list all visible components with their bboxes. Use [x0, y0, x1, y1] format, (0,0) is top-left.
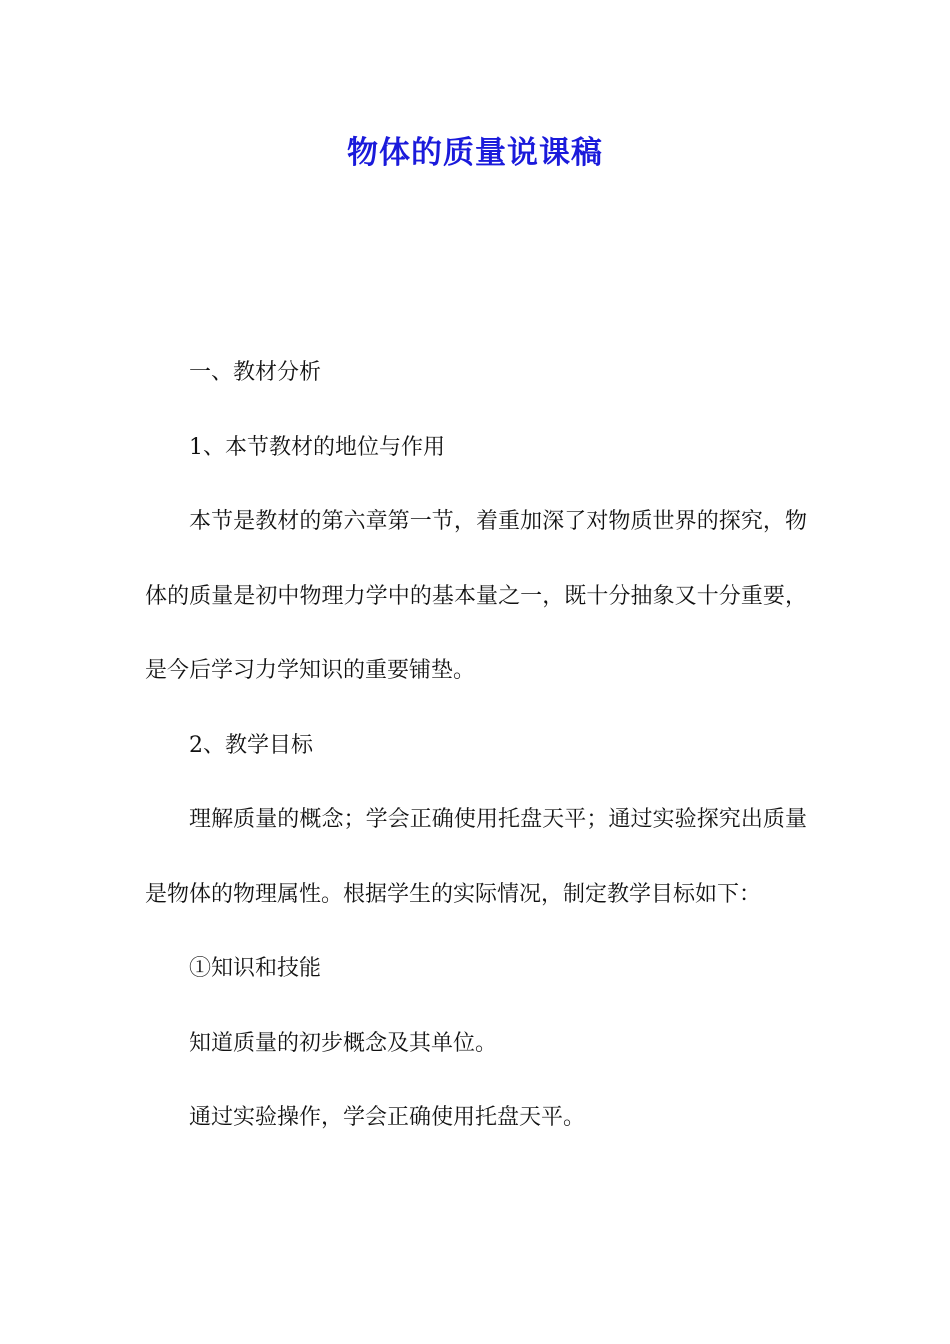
subsection-heading-position-and-role: 1、本节教材的地位与作用	[189, 434, 445, 460]
document-body	[145, 336, 807, 1156]
paragraph-position-and-role: 本节是教材的第六章第一节，着重加深了对物质世界的探究，物体的质量是初中物理力学中的基本量之一，既十分抽象又十分重要，是今后学习力学知识的重要铺垫。	[145, 509, 807, 683]
paragraph-teaching-objectives: 理解质量的概念；学会正确使用托盘天平；通过实验探究出质量是物体的物理属性。根据学生的实际情况，制定教学目标如下：	[145, 807, 807, 907]
list-heading-knowledge-and-skills: ①知识和技能	[189, 956, 322, 981]
paragraph-use-balance: 通过实验操作，学会正确使用托盘天平。	[189, 1105, 586, 1130]
paragraph-know-mass-concept: 知道质量的初步概念及其单位。	[189, 1030, 498, 1056]
subsection-heading-teaching-objectives: 2、教学目标	[189, 732, 313, 758]
section-heading-teaching-material-analysis: 一、教材分析	[189, 360, 322, 385]
document-title: 物体的质量说课稿	[347, 135, 603, 171]
